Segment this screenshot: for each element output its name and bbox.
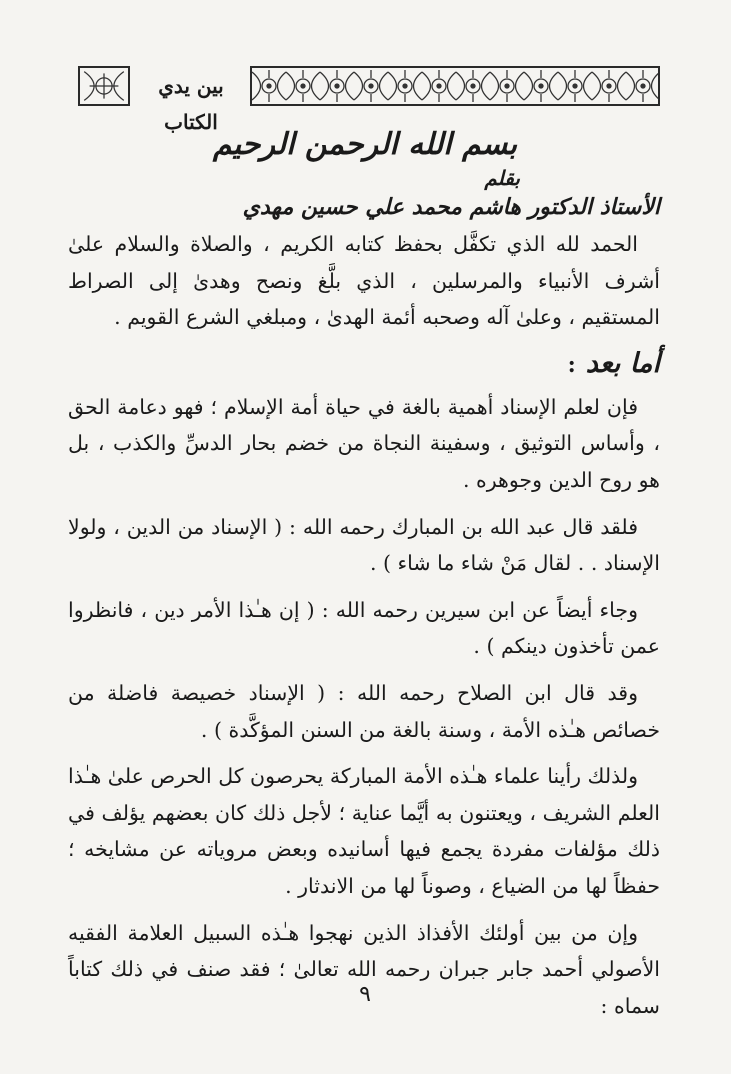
paragraph-ahmad-jabran: وإن من بين أولئك الأفذاذ الذين نهجوا هـٰذه السبيل العلامة الفقيه الأصولي أحمد جابر جبران رحمه الله تعالىٰ ؛ فقد صنف في ذلك كتاباً سماه : [68,920,660,1018]
ornament-left [78,66,130,106]
ornament-pattern-icon [80,68,128,104]
chapter-title: بين يدي الكتاب [158,74,224,134]
author-name: الأستاذ الدكتور هاشم محمد علي حسين مهدي [242,194,660,220]
paragraph-ibn-salah: وقد قال ابن الصلاح رحمه الله : ( الإسناد خصيصة فاضلة من خصائص هـٰذه الأمة ، وسنة بالغة من السنن المؤكَّدة ) . [68,680,660,742]
amma-colon: : [567,351,576,378]
chapter-header [78,66,660,134]
paragraph-ibn-sirin: وجاء أيضاً عن ابن سيرين رحمه الله : ( إن هـٰذا الأمر دين ، فانظروا عمن تأخذون دينكم ) . [68,597,660,659]
body-text [68,226,660,1034]
byline-label: بقلم [484,166,520,190]
ornament-right [250,66,660,106]
paragraph-scholars: ولذلك رأينا علماء هـٰذه الأمة المباركة يحرصون كل الحرص علىٰ هـٰذا العلم الشريف ، ويعتنون به أيَّما عناية ؛ لأجل ذلك كان بعضهم يؤلف في ذلك مؤلفات مفردة يجمع فيها أسانيده وبعض مروياته عن مشايخه ؛ حفظاً لها من الضياع ، وصوناً لها من الاندثار . [68,764,660,898]
paragraph-opening: الحمد لله الذي تكفَّل بحفظ كتابه الكريم ، والصلاة والسلام علىٰ أشرف الأنبياء والمرسلين ، الذي بلَّغ ونصح وهدىٰ إلى الصراط المستقيم ، وعلىٰ آله وصحبه أئمة الهدىٰ ، ومبلغي الشرع القويم . [68,232,660,330]
paragraph-ibn-mubarak: فلقد قال عبد الله بن المبارك رحمه الله : ( الإسناد من الدين ، ولولا الإسناد . . لقال مَنْ شاء ما شاء ) . [68,514,660,576]
ornament-band-icon [252,68,658,104]
basmala: بسم الله الرحمن الرحيم [212,127,518,162]
paragraph-isnad-importance: فإن لعلم الإسناد أهمية بالغة في حياة أمة الإسلام ؛ فهو دعامة الحق ، وأساس التوثيق ، وسفينة النجاة من خضم بحار الدسِّ والكذب ، بل هو روح الدين وجوهره . [68,394,660,492]
amma-heading [68,346,660,383]
page-number: ٩ [359,982,371,1007]
amma-heading-text: أما بعد [585,347,660,379]
